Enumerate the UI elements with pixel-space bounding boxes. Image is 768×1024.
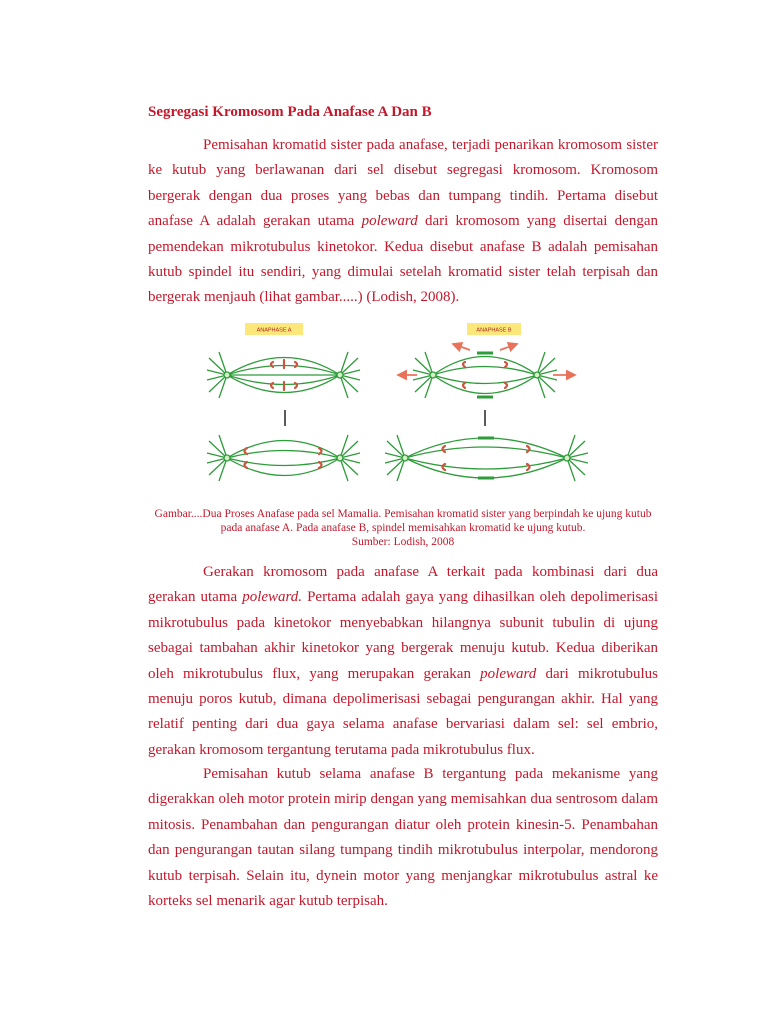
paragraph-2-text-c: dari mikrotubulus menuju poros kutub, dimana depolimerisasi sebagai pengurangan akhir. Hal yang relatif penting dari dua gaya selama anafase bervariasi dalam sel: sel embrio, gerakan kromosom tergantung terutama pada mikrotubulus flux. — [148, 665, 658, 758]
anaphase-a-label — [245, 323, 303, 335]
figure-caption — [148, 507, 658, 549]
caption-source: Sumber: Lodish, 2008 — [351, 536, 455, 548]
anaphase-b-label — [467, 323, 521, 335]
anaphase-b-late-spindle — [385, 435, 588, 481]
paragraph-1-text-b: dari kromosom yang disertai dengan pemendekan mikrotubulus kinetokor. Kedua disebut anafase B adalah pemisahan kutub spindel itu sendiri, yang dimulai setelah kromatid sister telah terpisah dan bergerak menjauh (lihat gambar.....) (Lodish, 2008). — [148, 213, 658, 306]
anaphase-figure — [195, 318, 595, 498]
anaphase-a-late-spindle — [207, 435, 360, 481]
paragraph-1 — [148, 133, 658, 311]
svg-text:ANAPHASE A: ANAPHASE A — [256, 327, 292, 334]
paragraph-2-text-a: Gerakan kromosom pada anafase A terkait pada kombinasi dari dua gerakan utama — [148, 564, 658, 606]
anaphase-b-pole-arrows — [398, 344, 575, 375]
svg-text:ANAPHASE B: ANAPHASE B — [476, 327, 512, 334]
anaphase-a-early-spindle — [207, 352, 360, 398]
paragraph-1-italic-term: poleward — [361, 213, 418, 230]
section-heading: Segregasi Kromosom Pada Anafase A Dan B — [148, 104, 432, 120]
paragraph-2 — [148, 560, 658, 763]
paragraph-2-italic-term-2: poleward — [480, 665, 537, 682]
anaphase-b-late-chromatids — [443, 446, 530, 470]
paragraph-2-text-b: Pertama adalah gaya yang dihasilkan oleh depolimerisasi mikrotubulus pada kinetokor menyebabkan hilangnya subunit tubulin di ujung sebagai tambahan akhir kinetokor yang bergerak menuju kutub. Kedua diberikan oleh mikrotubulus flux, yang merupakan gerakan — [148, 589, 658, 682]
paragraph-3: Pemisahan kutub selama anafase B tergantung pada mekanisme yang digerakkan oleh motor protein mirip dengan yang memisahkan dua sentrosom dalam mitosis. Penambahan dan pengurangan diatur oleh protein kinesin-5. Penambahan dan pengurangan tautan silang tumpang tindih mikrotubulus interpolar, mendorong kutub terpisah. Selain itu, dynein motor yang menjangkar mikrotubulus astral ke korteks sel menarik agar kutub terpisah. — [148, 766, 658, 910]
anaphase-b-early-spindle — [413, 352, 557, 398]
caption-text: Gambar....Dua Proses Anafase pada sel Mamalia. Pemisahan kromatid sister yang berpindah ke ujung kutub pada anafase A. Pada anafase B, spindel memisahkan kromatid ke ujung kutub. — [154, 508, 652, 534]
paragraph-2-italic-term-1: poleward. — [242, 589, 303, 606]
paragraph-1-text-a: Pemisahan kromatid sister pada anafase, terjadi penarikan kromosom sister ke kutub yang berlawanan dari sel disebut segregasi kromosom. Kromosom bergerak dengan dua proses yang bebas dan tumpang tindih. Pertama disebut anafase A adalah gerakan utama — [148, 137, 658, 230]
